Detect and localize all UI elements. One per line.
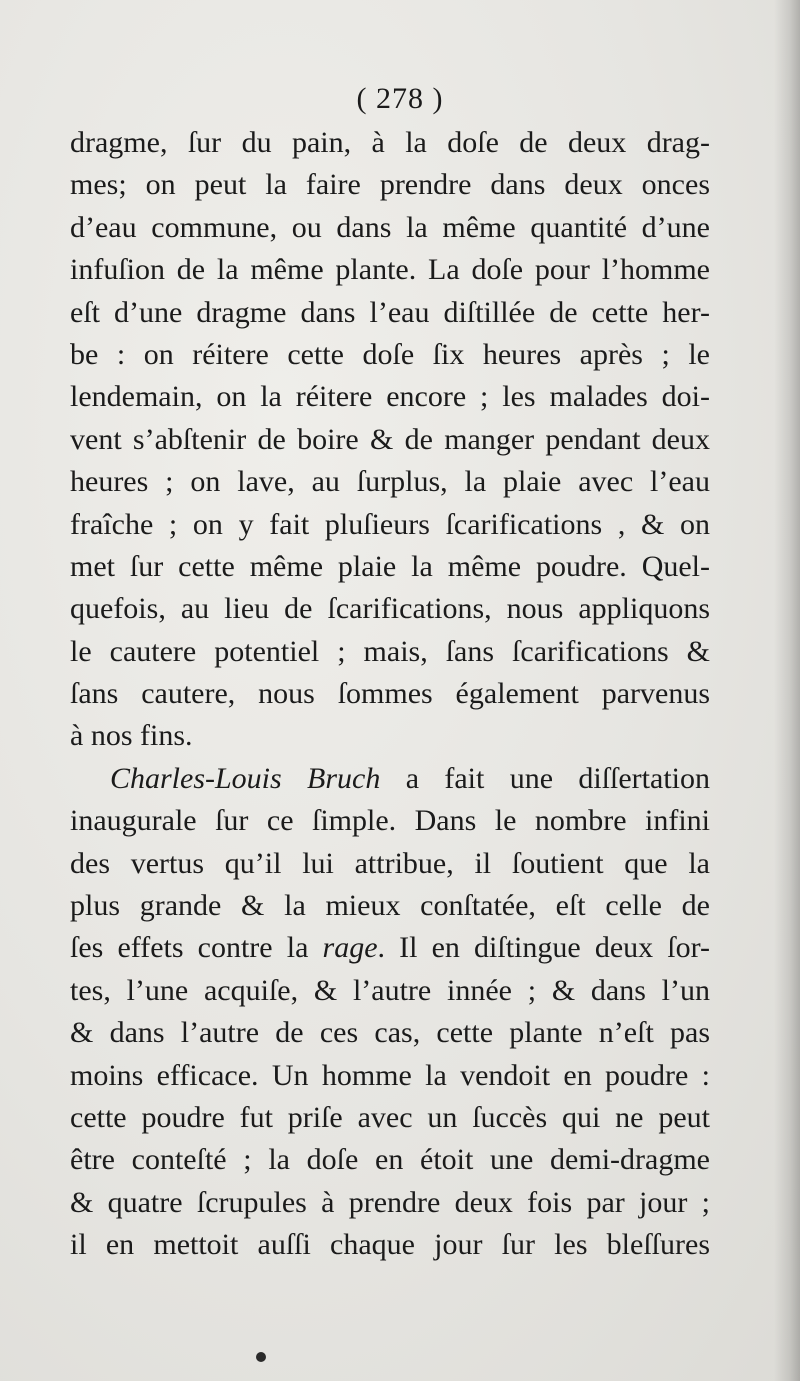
text-line: vent s’abſtenir de boire & de manger pendant deux	[70, 422, 710, 456]
text-line: met ſur cette même plaie la même poudre. Quel-	[70, 549, 710, 583]
text-line: mes; on peut la faire prendre dans deux onces	[70, 168, 710, 202]
text-line: le cautere potentiel ; mais, ſans ſcarifications &	[70, 634, 710, 668]
text-line: plus grande & la mieux conſtatée, eſt celle de	[70, 889, 710, 923]
body-text	[70, 122, 710, 1267]
text-line: dragme, ſur du pain, à la doſe de deux drag-	[70, 126, 710, 159]
text-line: heures ; on lave, au ſurplus, la plaie avec l’eau	[70, 465, 710, 499]
text-line: inaugurale ſur ce ſimple. Dans le nombre infini	[70, 804, 710, 838]
text-line: moins efficace. Un homme la vendoit en poudre :	[70, 1058, 710, 1092]
page-edge-shadow	[774, 0, 800, 1381]
text-line: cette poudre fut priſe avec un ſuccès qui ne peut	[70, 1100, 710, 1134]
text-line: d’eau commune, ou dans la même quantité d’une	[70, 210, 710, 244]
text-fragment: . Il en diſtingue deux ſor-	[377, 931, 710, 965]
text-line: & quatre ſcrupules à prendre deux fois par jour ;	[70, 1185, 710, 1219]
text-fragment: a fait une diſſertation	[380, 761, 710, 795]
text-line: quefois, au lieu de ſcarifications, nous appliquons	[70, 592, 710, 626]
text-line	[70, 758, 710, 800]
text-line: être conteſté ; la doſe en étoit une demi-dragme	[70, 1143, 710, 1177]
text-line	[70, 927, 710, 969]
paragraph-1	[70, 122, 710, 758]
text-line: à nos fins.	[70, 719, 193, 753]
text-line: eſt d’une dragme dans l’eau diſtillée de cette her-	[70, 295, 710, 329]
page-number: ( 278 )	[356, 82, 444, 115]
ink-spot	[256, 1352, 266, 1362]
text-line: lendemain, on la réitere encore ; les malades doi-	[70, 380, 710, 414]
text-line: ſans cautere, nous ſommes également parvenus	[70, 677, 710, 711]
text-line: & dans l’autre de ces cas, cette plante n’eſt pas	[70, 1016, 710, 1050]
text-line: be : on réitere cette doſe ſix heures après ; le	[70, 337, 710, 371]
italic-word-rage: rage	[322, 931, 378, 965]
text-fragment: ſes effets contre la	[70, 931, 323, 965]
text-line: tes, l’une acquiſe, & l’autre innée ; & dans l’un	[70, 973, 710, 1007]
text-line: des vertus qu’il lui attribue, il ſoutient que la	[70, 846, 710, 880]
paragraph-2	[70, 758, 710, 1267]
text-line: fraîche ; on y fait pluſieurs ſcarifications , & on	[70, 507, 710, 541]
text-line: il en mettoit auſſi chaque jour ſur les bleſſures	[70, 1228, 710, 1262]
text-line: infuſion de la même plante. La doſe pour l’homme	[70, 253, 710, 287]
author-name: Charles-Louis Bruch	[110, 761, 381, 795]
